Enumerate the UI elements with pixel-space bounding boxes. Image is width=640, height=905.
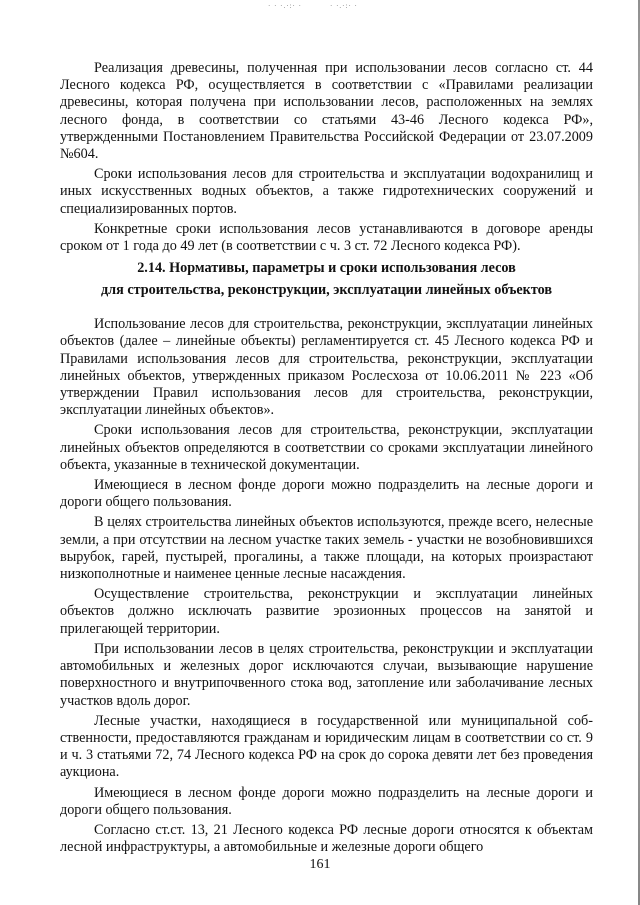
paragraph-water-runoff: При использовании лесов в целях строительства, реконструкции и эксплуатации автомобильных и железных дорог исключаются случаи, вызывающие нарушение поверхностного и внутрипочвенного стока вод, затопление или заболачивание лесных участков вдоль дорог. — [60, 640, 593, 709]
paragraph-lease-terms: Конкретные сроки использования лесов устанавливаются в договоре аренды сроком от 1 года до 49 лет (в соответствии с ч. 3 ст. 72 Лесного кодекса РФ). — [60, 220, 593, 255]
page-number: 161 — [309, 857, 331, 872]
paragraph-roads-classification: Имеющиеся в лесном фонде дороги можно подразделить на лесные дороги и дороги общего пользования. — [60, 477, 593, 511]
section-heading-line-1: 2.14. Нормативы, параметры и сроки использования лесов — [137, 260, 516, 277]
paragraph-linear-objects-terms: Сроки использования лесов для строительства, реконструкции, эксплуатации линейных объектов определяются в соответствии со сроками эксплуатации линейного объекта, указанные в технической документации. — [60, 422, 593, 473]
paragraph-non-forest-lands: В целях строительства линейных объектов используются, прежде всего, нелесные земли, а при отсутствии на лесном участке таких земель - участки не возобновившихся вырубок, гарей, пустырей, прогалины, а также площади, на которых произрастают низкополнотные и наименее ценные лесные насаждения. — [60, 514, 593, 583]
document-page — [60, 60, 593, 859]
section-heading-line-2: для строительства, реконструкции, эксплуатации линейных объектов — [100, 282, 553, 299]
paragraph-reservoir-terms: Сроки использования лесов для строительства и эксплуатации водохранилищ и иных искусственных водных объектов, а также гидротехнических сооружений и специализированных портов. — [60, 166, 593, 217]
scan-artifact-left: · · ·.·:· · — [268, 2, 302, 8]
paragraph-linear-objects-regulation: Использование лесов для строительства, реконструкции, эксплуатации линейных объектов (далее – линейные объекты) регламентируется ст. 45 Лесного кодекса РФ и Правилами использования лесов для строительства, реконструкции, эксплуатации линейных объектов, утвержденных приказом Рослесхоза от 10.06.2011 № 223 «Об утверждении Правил использования лесов для строительства, реконструкции, эксплуатации линейных объектов». — [60, 316, 593, 419]
paragraph-forest-roads-infrastructure: Согласно ст.ст. 13, 21 Лесного кодекса РФ лесные дороги относятся к объектам лесной инфраструктуры, а автомобильные и железные дороги общего — [60, 821, 593, 856]
paragraph-erosion: Осуществление строительства, реконструкции и эксплуатации линейных объектов должно исключать развитие эрозионных процессов на занятой и прилегающей территории. — [60, 586, 593, 637]
paragraph-land-provision: Лесные участки, находящиеся в государственной или муниципальной собственности, предоставляются гражданам и юридическим лицам в соответствии со ст. 9 и ч. 3 статьями 72, 74 Лесного кодекса РФ на срок до сорока девяти лет без проведения аукциона. — [60, 712, 593, 781]
paragraph-roads-classification-repeat: Имеющиеся в лесном фонде дороги можно подразделить на лесные дороги и дороги общего пользования. — [60, 784, 593, 818]
scan-artifact-right: · ·.·:· · — [330, 2, 358, 8]
paragraph-timber-sale: Реализация древесины, полученная при использовании лесов согласно ст. 44 Лесного кодекса РФ, осуществляется в соответствии с «Правилами реализации древесины, которая получена при использовании лесов, расположенных на землях лесного фонда, в соответствии со статьями 43-46 Лесного кодекса РФ», утвержденными Постановлением Правительства Российской Федерации от 23.07.2009 №604. — [60, 60, 593, 163]
